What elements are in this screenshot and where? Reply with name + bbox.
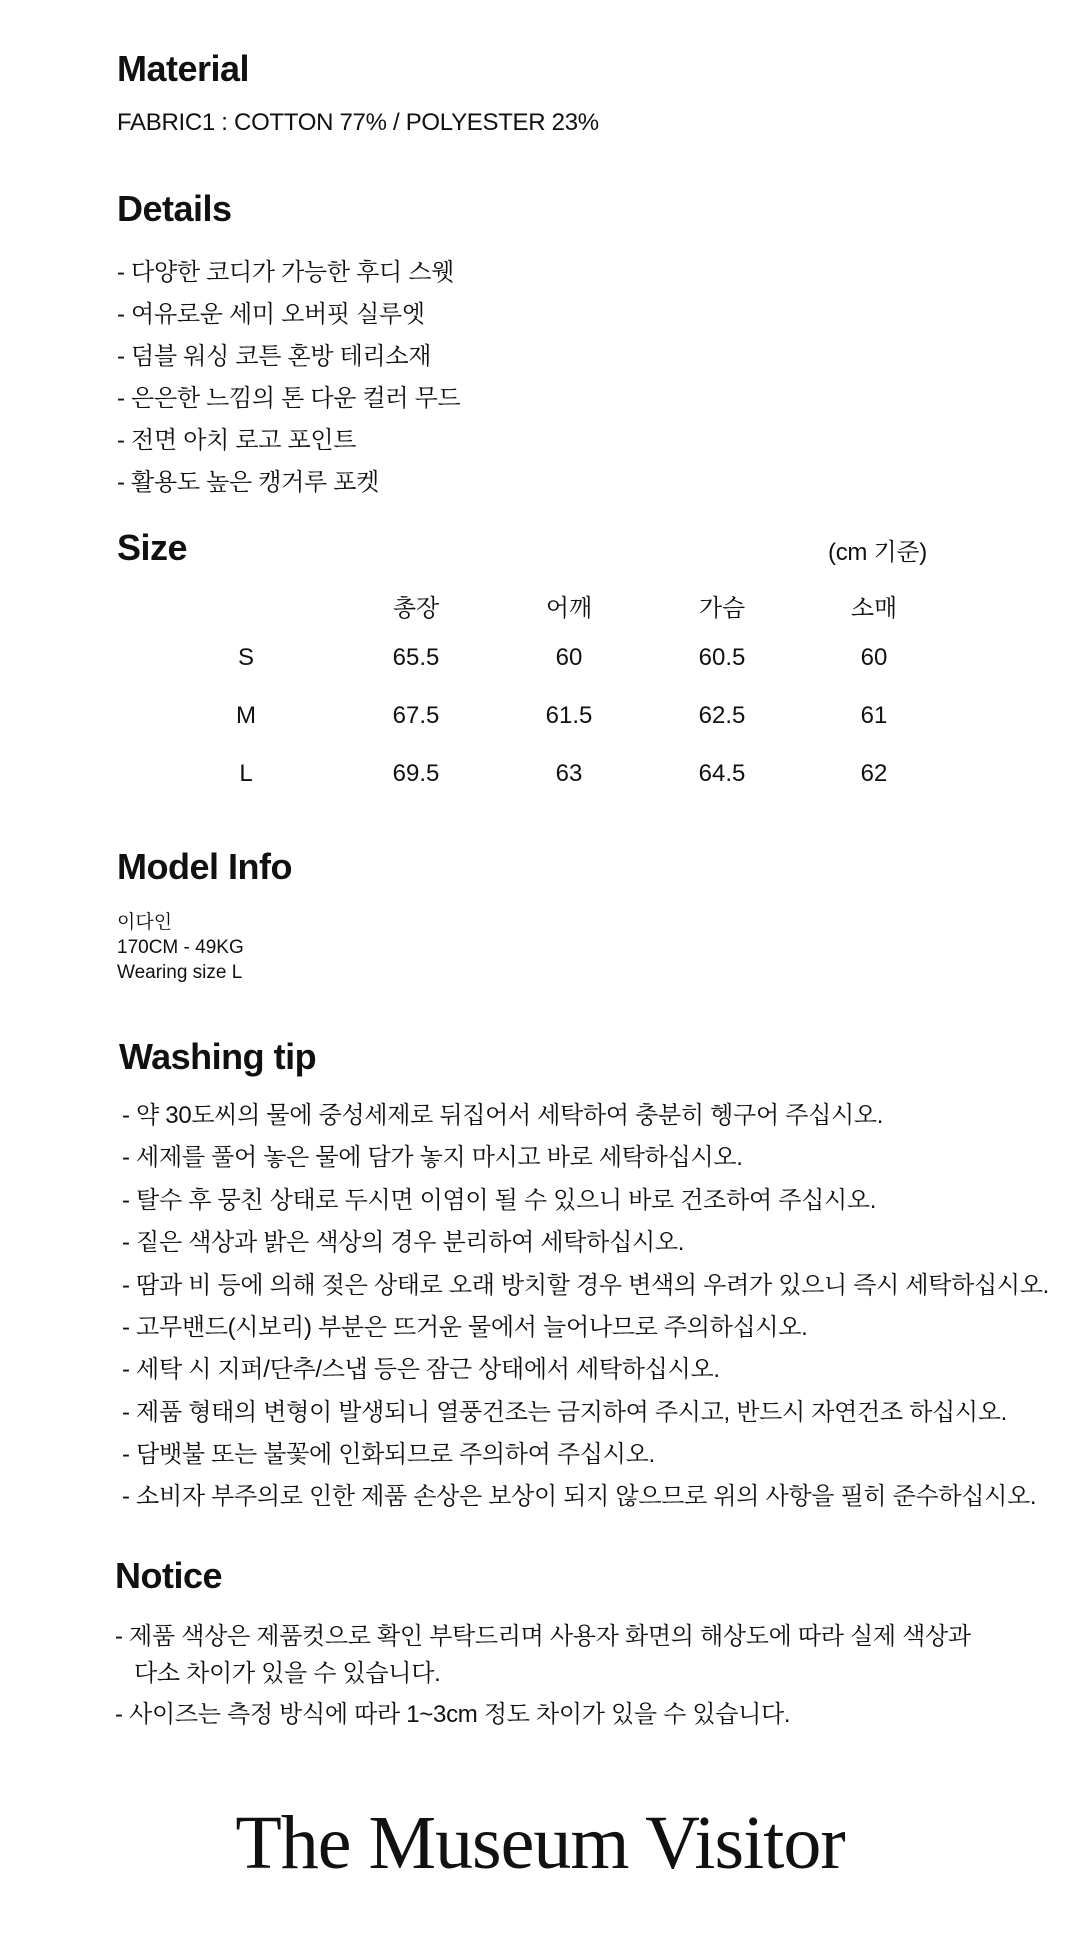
details-item: - 덤블 워싱 코튼 혼방 테리소재 bbox=[117, 343, 432, 370]
size-title: Size bbox=[117, 527, 188, 568]
details-item: - 여유로운 세미 오버핏 실루엣 bbox=[117, 301, 425, 328]
size-cell: 60 bbox=[555, 644, 583, 671]
size-cell: 60 bbox=[860, 644, 888, 671]
washing-tip-item: - 탈수 후 뭉친 상태로 두시면 이염이 될 수 있으니 바로 건조하여 주십시오. bbox=[122, 1187, 877, 1214]
washing-tip-item: - 소비자 부주의로 인한 제품 손상은 보상이 되지 않으므로 위의 사항을 필히 준수하십시오. bbox=[122, 1483, 1037, 1510]
size-cell: 65.5 bbox=[392, 644, 440, 671]
size-cell: 69.5 bbox=[392, 760, 440, 787]
size-cell: 61.5 bbox=[545, 702, 593, 729]
washing-tip-item: - 약 30도씨의 물에 중성세제로 뒤집어서 세탁하여 충분히 헹구어 주십시오. bbox=[122, 1102, 884, 1129]
material-title: Material bbox=[117, 48, 250, 89]
brand-logo: The Museum Visitor bbox=[235, 1801, 845, 1885]
notice-item-2: - 사이즈는 측정 방식에 따라 1~3cm 정도 차이가 있을 수 있습니다. bbox=[115, 1701, 791, 1728]
model-info-title: Model Info bbox=[117, 846, 292, 887]
details-item: - 은은한 느낌의 톤 다운 컬러 무드 bbox=[117, 385, 461, 412]
size-row-label: S bbox=[237, 644, 254, 671]
notice-item-1-line-1: - 제품 색상은 제품컷으로 확인 부탁드리며 사용자 화면의 해상도에 따라 실제 색상과 bbox=[115, 1623, 971, 1650]
size-cell: 67.5 bbox=[392, 702, 440, 729]
washing-tip-item: - 짙은 색상과 밝은 색상의 경우 분리하여 세탁하십시오. bbox=[122, 1229, 685, 1256]
washing-tip-item: - 담뱃불 또는 불꽃에 인화되므로 주의하여 주십시오. bbox=[122, 1441, 655, 1468]
size-cell: 61 bbox=[860, 702, 888, 729]
material-text: FABRIC1 : COTTON 77% / POLYESTER 23% bbox=[117, 109, 599, 136]
size-cell: 62.5 bbox=[698, 702, 746, 729]
washing-tip-item: - 세탁 시 지퍼/단추/스냅 등은 잠근 상태에서 세탁하십시오. bbox=[122, 1356, 720, 1383]
details-title: Details bbox=[117, 188, 232, 229]
size-cell: 62 bbox=[860, 760, 888, 787]
size-cell: 63 bbox=[555, 760, 583, 787]
model-measure: 170CM - 49KG bbox=[117, 937, 244, 958]
washing-tip-item: - 고무밴드(시보리) 부분은 뜨거운 물에서 늘어나므로 주의하십시오. bbox=[122, 1314, 808, 1341]
size-unit: (cm 기준) bbox=[828, 539, 927, 566]
details-item: - 전면 아치 로고 포인트 bbox=[117, 427, 357, 454]
notice-item-1-line-2: 다소 차이가 있을 수 있습니다. bbox=[134, 1660, 441, 1687]
model-wearing-size: Wearing size L bbox=[117, 962, 243, 983]
size-header-shoulder: 어깨 bbox=[545, 595, 593, 622]
washing-tip-title: Washing tip bbox=[119, 1036, 317, 1077]
model-name: 이다인 bbox=[117, 912, 173, 933]
washing-tip-item: - 세제를 풀어 놓은 물에 담가 놓지 마시고 바로 세탁하십시오. bbox=[122, 1144, 743, 1171]
details-item: - 활용도 높은 캥거루 포켓 bbox=[117, 469, 380, 496]
notice-title: Notice bbox=[115, 1555, 223, 1596]
washing-tip-item: - 땀과 비 등에 의해 젖은 상태로 오래 방치할 경우 변색의 우려가 있으니 즉시 세탁하십시오. bbox=[122, 1272, 1050, 1299]
size-row-label: L bbox=[239, 760, 253, 787]
details-item: - 다양한 코디가 가능한 후디 스웻 bbox=[117, 259, 455, 286]
size-header-sleeve: 소매 bbox=[850, 595, 898, 622]
size-row-label: M bbox=[236, 702, 256, 729]
size-cell: 60.5 bbox=[698, 644, 746, 671]
size-header-length: 총장 bbox=[392, 595, 440, 622]
size-cell: 64.5 bbox=[698, 760, 746, 787]
washing-tip-item: - 제품 형태의 변형이 발생되니 열풍건조는 금지하여 주시고, 반드시 자연건조 하십시오. bbox=[122, 1399, 1008, 1426]
size-header-chest: 가슴 bbox=[698, 595, 746, 622]
